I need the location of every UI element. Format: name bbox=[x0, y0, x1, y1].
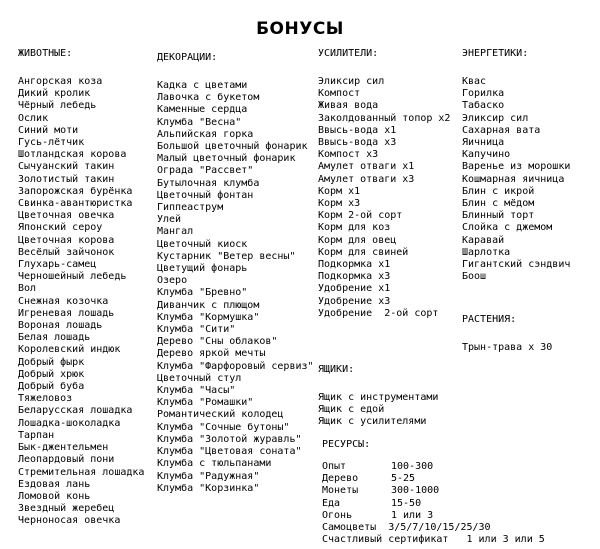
decoration-item: Альпийская горка bbox=[157, 128, 254, 140]
animal-item: Черношейный лебедь bbox=[18, 271, 127, 283]
energy-item: Капучино bbox=[462, 149, 511, 161]
decoration-item: Клумба "Кормушка" bbox=[157, 311, 260, 323]
animal-item: Тарпан bbox=[18, 429, 55, 441]
animal-item: Ломовой конь bbox=[18, 490, 91, 502]
booster-item: Заколдованный топор х2 bbox=[318, 112, 451, 124]
decoration-item: Бутылочная клумба bbox=[157, 177, 260, 189]
decoration-item: Клумба "Золотой журавль" bbox=[157, 433, 302, 445]
boosters-column bbox=[318, 48, 450, 320]
decoration-item: Мангал bbox=[157, 226, 194, 238]
animal-item: Глухарь-самец bbox=[18, 259, 97, 271]
energy-item: Сахарная вата bbox=[462, 124, 541, 136]
booster-item: Живая вода bbox=[318, 100, 379, 112]
energy-item: Боош bbox=[462, 271, 487, 283]
box-item: Ящик с усилителями bbox=[318, 416, 427, 428]
animal-item: Японский сероу bbox=[18, 222, 103, 234]
animal-item: Золотистый такин bbox=[18, 173, 115, 185]
resource-name: Дерево bbox=[322, 473, 359, 485]
booster-item: Подкормка х3 bbox=[318, 271, 391, 283]
resource-value: 300-1000 bbox=[391, 485, 440, 497]
resources-list bbox=[322, 461, 545, 522]
decoration-item: Ограда "Рассвет" bbox=[157, 165, 254, 177]
resources-extra-list bbox=[322, 522, 545, 546]
energy-item: Блин с мёдом bbox=[462, 198, 535, 210]
plants-header: РАСТЕНИЯ: bbox=[462, 314, 517, 325]
booster-item: Удобрение х3 bbox=[318, 295, 391, 307]
animal-item: Ездовая лань bbox=[18, 478, 91, 490]
plant-item: Трын-трава х 30 bbox=[462, 342, 553, 353]
energy-item: Варенье из морошки bbox=[462, 161, 571, 173]
energy-item: Горилка bbox=[462, 88, 505, 100]
decoration-item: Большой цветочный фонарик bbox=[157, 141, 308, 153]
decoration-item: Дерево "Сны облаков" bbox=[157, 336, 278, 348]
booster-item: Амулет отваги х3 bbox=[318, 173, 415, 185]
animal-item: Добрый фырк bbox=[18, 356, 85, 368]
animals-column bbox=[18, 48, 144, 528]
decoration-item: Клумба "Корзинка" bbox=[157, 482, 260, 494]
resources-header: РЕСУРСЫ: bbox=[322, 439, 371, 450]
resource-name: Огонь bbox=[322, 509, 353, 521]
animals-list bbox=[18, 76, 144, 528]
energy-item: Блинный торт bbox=[462, 210, 535, 222]
booster-item: Ввысь-вода х1 bbox=[318, 124, 397, 136]
animal-item: Снежная козочка bbox=[18, 295, 109, 307]
booster-item: Корм 2-ой сорт bbox=[318, 210, 403, 222]
animal-item: Чёрный лебедь bbox=[18, 100, 97, 112]
booster-item: Подкормка х1 bbox=[318, 259, 391, 271]
decoration-item: Кадка с цветами bbox=[157, 80, 248, 91]
animal-item: Стремительная лошадка bbox=[18, 466, 145, 478]
decoration-item: Кустарник "Ветер весны" bbox=[157, 250, 296, 262]
booster-item: Корм для коз bbox=[318, 222, 391, 234]
booster-item: Эликсир сил bbox=[318, 76, 385, 87]
animal-item: Белая лошадь bbox=[18, 332, 91, 344]
booster-item: Удобрение х1 bbox=[318, 283, 391, 295]
decorations-header: ДЕКОРАЦИИ: bbox=[157, 52, 218, 63]
energy-item: Гигантский сэндвич bbox=[462, 259, 571, 271]
animal-item: Черноносая овечка bbox=[18, 515, 121, 527]
animal-item: Дикий кролик bbox=[18, 88, 91, 100]
animal-item: Добрый хрюк bbox=[18, 368, 85, 380]
booster-item: Корм для свиней bbox=[318, 246, 409, 258]
animal-item: Звездный жеребец bbox=[18, 503, 115, 515]
decoration-item: Клумба с тюльпанами bbox=[157, 458, 272, 470]
resource-name: Еда bbox=[322, 497, 341, 509]
decoration-item: Клумба "Часы" bbox=[157, 385, 236, 397]
resource-value: 100-300 bbox=[391, 461, 434, 472]
decoration-item: Цветочный фонтан bbox=[157, 189, 254, 201]
animals-header: ЖИВОТНЫЕ: bbox=[18, 48, 73, 59]
animal-item: Лошадка-шоколадка bbox=[18, 417, 121, 429]
energy-item: Блин с икрой bbox=[462, 185, 535, 197]
decoration-item: Клумба "Цветовая соната" bbox=[157, 446, 302, 458]
decoration-item: Клумба "Бревно" bbox=[157, 287, 248, 299]
decoration-item: Клумба "Сити" bbox=[157, 324, 236, 336]
energy-item: Квас bbox=[462, 76, 487, 87]
energy-item: Шарлотка bbox=[462, 246, 511, 258]
decorations-list bbox=[157, 80, 314, 495]
decoration-item: Романтический колодец bbox=[157, 409, 284, 421]
resources-section bbox=[322, 439, 545, 546]
resource-extra-item: Счастливый сертификат 1 или 3 или 5 bbox=[322, 534, 545, 546]
boxes-section bbox=[318, 364, 438, 429]
decoration-item: Цветущий фонарь bbox=[157, 263, 248, 275]
animal-item: Леопардовый пони bbox=[18, 454, 115, 466]
energy-item: Яичница bbox=[462, 137, 505, 149]
decoration-item: Клумба "Сочные бутоны" bbox=[157, 421, 290, 433]
resource-value: 1 или 3 bbox=[391, 509, 434, 521]
decoration-item: Лавочка с букетом bbox=[157, 92, 260, 104]
box-item: Ящик с едой bbox=[318, 404, 385, 416]
animal-item: Тяжеловоз bbox=[18, 393, 73, 405]
animal-item: Сычуанский такин bbox=[18, 161, 115, 173]
animal-item: Добрый буба bbox=[18, 381, 85, 393]
decoration-item: Клумба "Весна" bbox=[157, 116, 242, 128]
decoration-item: Озеро bbox=[157, 275, 188, 287]
decoration-item: Клумба "Радужная" bbox=[157, 470, 260, 482]
animal-item: Цветочная овечка bbox=[18, 210, 115, 222]
animal-item: Королевский индюк bbox=[18, 344, 121, 356]
box-item: Ящик с инструментами bbox=[318, 392, 439, 403]
decoration-item: Дерево яркой мечты bbox=[157, 348, 266, 360]
resource-row bbox=[322, 485, 545, 497]
animal-item: Бык-джентельмен bbox=[18, 442, 109, 454]
decoration-item: Цветочный стул bbox=[157, 372, 242, 384]
decoration-item: Улей bbox=[157, 214, 182, 226]
resource-name: Опыт bbox=[322, 461, 347, 472]
energy-column bbox=[462, 48, 570, 283]
resource-row bbox=[322, 461, 545, 473]
plants-section bbox=[462, 314, 552, 354]
resource-value: 5-25 bbox=[391, 473, 416, 485]
booster-item: Ввысь-вода х3 bbox=[318, 137, 397, 149]
decoration-item: Малый цветочный фонарик bbox=[157, 153, 296, 165]
animal-item: Ослик bbox=[18, 112, 49, 124]
animal-item: Вол bbox=[18, 283, 37, 295]
resource-extra-item: Самоцветы 3/5/7/10/15/25/30 bbox=[322, 522, 491, 534]
booster-item: Удобрение 2-ой сорт bbox=[318, 307, 439, 319]
booster-item: Компост х3 bbox=[318, 149, 379, 161]
animal-item: Беларусская лошадка bbox=[18, 405, 133, 417]
animal-item: Свинка-авантюристка bbox=[18, 198, 133, 210]
boxes-list bbox=[318, 392, 438, 429]
resource-name: Монеты bbox=[322, 485, 359, 497]
decoration-item: Клумба "Фарфоровый сервиз" bbox=[157, 360, 314, 372]
animal-item: Весёлый зайчонок bbox=[18, 246, 115, 258]
plants-list bbox=[462, 342, 552, 354]
energy-item: Эликсир сил bbox=[462, 112, 529, 124]
decoration-item: Каменные сердца bbox=[157, 104, 248, 116]
boosters-list bbox=[318, 76, 450, 320]
energy-item: Слойка с джемом bbox=[462, 222, 553, 234]
resource-row bbox=[322, 498, 545, 510]
animal-item: Запорожская бурёнка bbox=[18, 185, 133, 197]
energy-list bbox=[462, 76, 570, 283]
resource-value: 15-50 bbox=[391, 497, 422, 509]
animal-item: Цветочная корова bbox=[18, 234, 115, 246]
decoration-item: Гиппеаструм bbox=[157, 202, 224, 214]
booster-item: Корм х3 bbox=[318, 198, 361, 210]
page-title: БОНУСЫ bbox=[256, 19, 344, 39]
booster-item: Компост bbox=[318, 88, 361, 100]
decoration-item: Цветочный киоск bbox=[157, 238, 248, 250]
animal-item: Шотландская корова bbox=[18, 149, 127, 161]
boosters-header: УСИЛИТЕЛИ: bbox=[318, 48, 379, 59]
decoration-item: Диванчик с плющом bbox=[157, 299, 260, 311]
energy-item: Табаско bbox=[462, 100, 505, 112]
decoration-item: Клумба "Ромашки" bbox=[157, 397, 254, 409]
booster-item: Корм для овец bbox=[318, 234, 397, 246]
energy-item: Каравай bbox=[462, 234, 505, 246]
boxes-header: ЯЩИКИ: bbox=[318, 364, 355, 375]
animal-item: Гусь-лётчик bbox=[18, 137, 85, 149]
booster-item: Амулет отваги х1 bbox=[318, 161, 415, 173]
animal-item: Игреневая лошадь bbox=[18, 307, 115, 319]
animal-item: Синий моти bbox=[18, 124, 79, 136]
booster-item: Корм х1 bbox=[318, 185, 361, 197]
decorations-column bbox=[157, 52, 314, 495]
resource-row bbox=[322, 473, 545, 485]
animal-item: Вороная лошадь bbox=[18, 320, 103, 332]
animal-item: Ангорская коза bbox=[18, 76, 103, 87]
resource-row bbox=[322, 510, 545, 522]
energy-item: Кошмарная яичница bbox=[462, 173, 565, 185]
energy-header: ЭНЕРГЕТИКИ: bbox=[462, 48, 529, 59]
